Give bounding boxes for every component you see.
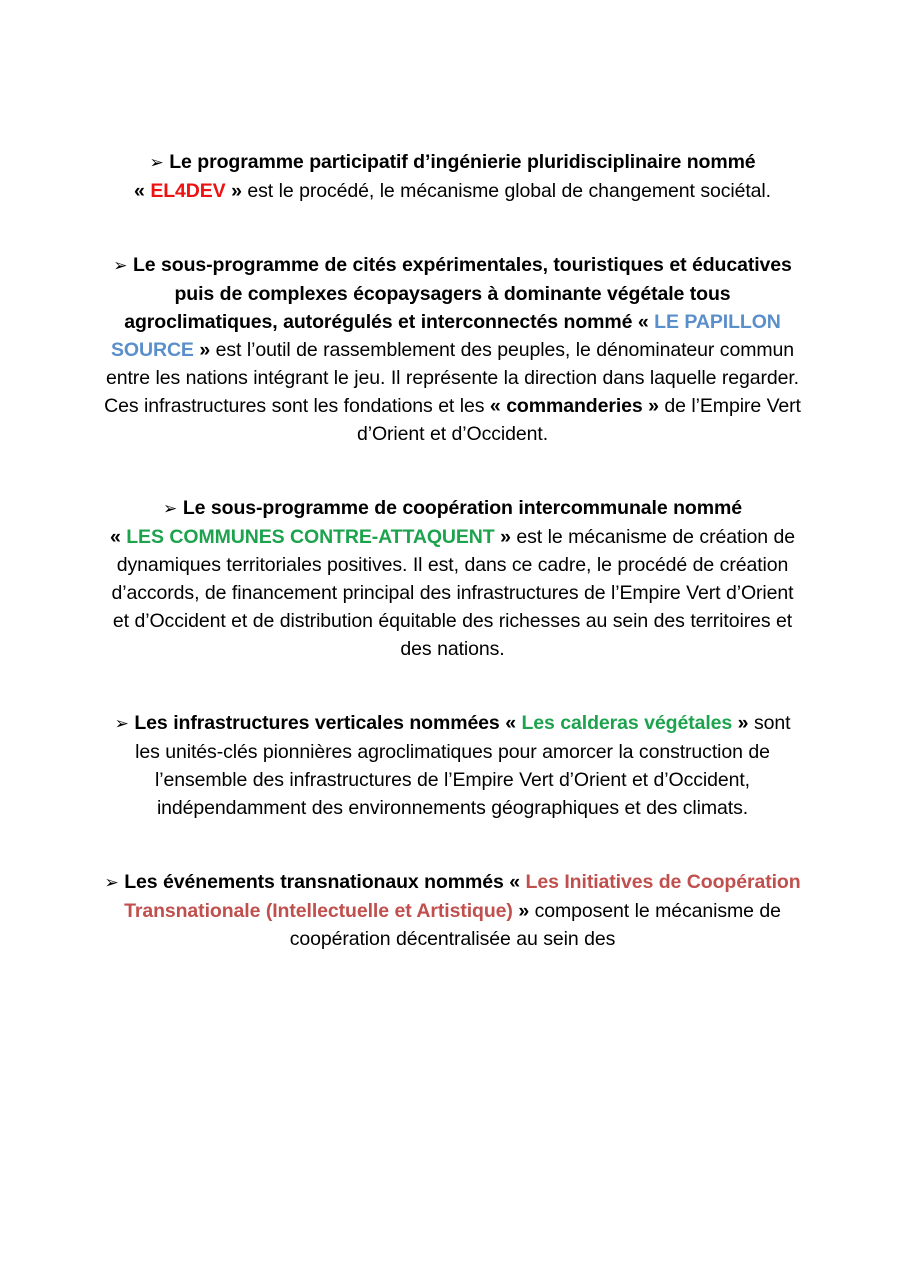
bullet-paragraph-initiatives-cooperation-transnationale <box>103 868 803 953</box>
inline-open-guillemet: « <box>489 395 507 417</box>
highlight-le-papillon-source: LE PAPILLON SOURCE <box>111 311 781 361</box>
bullet-arrow-icon: ➢ <box>149 153 164 173</box>
bullet-paragraph-papillon-source <box>103 251 803 448</box>
open-guillemet: « <box>503 871 526 893</box>
close-guillemet: » <box>732 712 749 734</box>
highlight-les-calderas-vegetales: Les calderas végétales <box>521 712 733 734</box>
bullet-paragraph-communes-contre-attaquent <box>103 494 803 663</box>
close-guillemet: » <box>494 526 511 548</box>
highlight-les-communes-contre-attaquent: LES COMMUNES CONTRE-ATTAQUENT <box>126 526 495 548</box>
open-guillemet: « <box>134 180 151 202</box>
close-guillemet: » <box>512 900 530 922</box>
highlight-les-initiatives-de-cooperation-transnationale: Les Initiatives de Coopération Transnationale (Intellectuelle et Artistique) <box>124 871 801 922</box>
bullet-arrow-icon: ➢ <box>163 499 178 519</box>
paragraph-tail-text: de l’Empire Vert d’Orient et d’Occident. <box>356 395 801 445</box>
highlight-commanderies: commanderies <box>506 395 643 417</box>
paragraph-body-text: est le procédé, le mécanisme global de changement sociétal. <box>241 180 771 202</box>
paragraph-lead-bold: Les événements transnationaux nommés <box>124 871 504 893</box>
bullet-arrow-icon: ➢ <box>114 714 129 734</box>
paragraph-body-text: composent le mécanisme de coopération décentralisée au sein des <box>289 900 781 950</box>
document-content <box>103 148 803 953</box>
paragraph-body-text: sont les unités-clés pionnières agroclimatiques pour amorcer la construction de l’ensemble des infrastructures de l’Empire Vert d’Orient et d’Occident, indépendamment des environnements géographiques et des climats. <box>135 712 791 819</box>
bullet-paragraph-calderas-vegetales <box>103 709 803 822</box>
open-guillemet: « <box>499 712 522 734</box>
open-guillemet: « <box>632 311 655 333</box>
close-guillemet: » <box>193 339 211 361</box>
paragraph-body-text: est le mécanisme de création de dynamiques territoriales positives. Il est, dans ce cadre, le procédé de création d’accords, de financement principal des infrastructures de l’Empire Vert d’Orient et d’Occident et de distribution équitable des richesses au sein des territoires et des nations. <box>111 526 796 660</box>
bullet-paragraph-el4dev <box>103 148 803 205</box>
bullet-arrow-icon: ➢ <box>104 873 119 893</box>
paragraph-lead-bold: Le programme participatif d’ingénierie pluridisciplinaire nommé <box>169 151 756 173</box>
paragraph-lead-bold: Le sous-programme de coopération intercommunale nommé <box>182 497 742 519</box>
inline-close-guillemet: » <box>642 395 659 417</box>
highlight-el4dev: EL4DEV <box>150 180 226 202</box>
open-guillemet: « <box>109 526 127 548</box>
close-guillemet: » <box>225 180 242 202</box>
paragraph-lead-bold: Les infrastructures verticales nommées <box>134 712 500 734</box>
bullet-arrow-icon: ➢ <box>113 256 128 276</box>
paragraph-lead-bold: Le sous-programme de cités expérimentales, touristiques et éducatives puis de complexes écopaysagers à dominante végétale tous agroclimatiques, autorégulés et interconnectés nommé <box>124 254 792 333</box>
paragraph-body-text: est l’outil de rassemblement des peuples, le dénominateur commun entre les nations intégrant le jeu. Il représente la direction dans laquelle regarder. Ces infrastructures sont les fondations et les <box>104 339 799 417</box>
